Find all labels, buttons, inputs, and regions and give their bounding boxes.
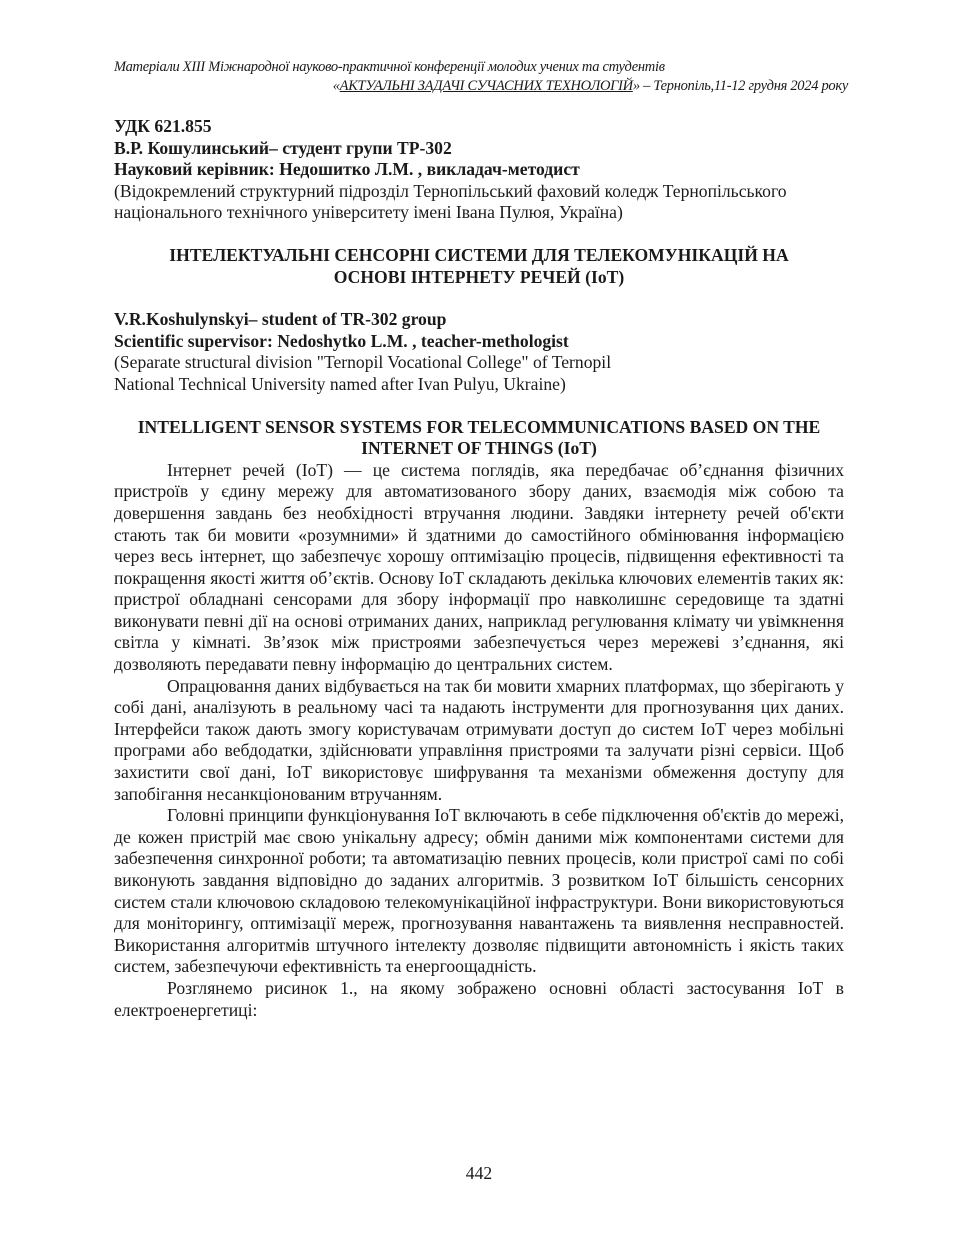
author-en: V.R.Koshulynskyi– student of TR-302 group [114,309,447,330]
article-body [114,116,844,1021]
author-ua: В.Р. Кошулинський– студент групи ТР-302 [114,137,452,158]
title-ua-line-2: ОСНОВІ ІНТЕРНЕТУ РЕЧЕЙ (IoT) [333,266,625,287]
spacer [114,288,844,309]
paragraph-3: Головні принципи функціонування IoT включають в себе підключення об'єктів до мережі, де кожен пристрій має свою унікальну адресу; обмін даними між компонентами системи для забезпечення синхронної роботи; та автоматизацію певних процесів, коли пристрої самі по собі виконують завдання відповідно до заданих алгоритмів. З розвитком IoT більшість сенсорних систем стали ключовою складовою телекомунікаційної інфраструктури. Вони використовуються для моніторингу, оптимізації мереж, прогнозування навантажень та виявлення несправностей. Використання алгоритмів штучного інтелекту дозволяє підвищити автономність і якість таких систем, забезпечуючи ефективність та енергоощадність. [114,805,844,977]
paragraph-2: Опрацювання даних відбувається на так би мовити хмарних платформах, що зберігають у собі дані, аналізують в реальному часі та надають інструменти для прогнозування цих даних. Інтерфейси також дають змогу користувачам отримувати доступ до систем IoT через мобільні програми або вебдодатки, здійснювати управління пристроями та залучати різні сервіси. Щоб захистити свої дані, IoT використовує шифрування та механізми обмеження доступу для запобігання несанкціонованим втручанням. [114,675,844,804]
affiliation-ua: (Відокремлений структурний підрозділ Тернопільський фаховий коледж Тернопільського національного технічного університету імені Івана Пулюя, Україна) [114,180,787,223]
title-en-line-2: INTERNET OF THINGS (IoT) [361,438,597,459]
affiliation-en-line-1: (Separate structural division "Ternopil Vocational College" of Ternopil [114,352,612,373]
header-date-place: » – Тернопіль,11-12 грудня 2024 року [632,78,848,94]
affiliation-en-line-2: National Technical University named after Ivan Pulyu, Ukraine) [114,373,566,394]
title-en-line-1: INTELLIGENT SENSOR SYSTEMS FOR TELECOMMUNICATIONS BASED ON THE [137,416,821,437]
header-quote-open: « [332,78,340,94]
header-conference-name: АКТУАЛЬНІ ЗАДАЧІ СУЧАСНИХ ТЕХНОЛОГІЙ [339,78,633,94]
supervisor-ua: Науковий керівник: Недошитко Л.М. , викладач-методист [114,159,580,180]
title-ua-line-1: ІНТЕЛЕКТУАЛЬНІ СЕНСОРНІ СИСТЕМИ ДЛЯ ТЕЛЕКОМУНІКАЦІЙ НА [169,244,789,265]
paragraph-1: Інтернет речей (IoT) — це система поглядів, яка передбачає об’єднання фізичних пристроїв у єдину мережу для автоматизованого збору даних, взаємодія між собою та довершення завдань без необхідності втручання людини. Завдяки інтернету речей об'єкти стають так би мовити «розумними» й здатними до самостійного обмінювання інформацією через весь інтернет, що забезпечує хорошу оптимізацію процесів, підвищення ефективності та покращення якості життя об’єктів. Основу IoT складають декілька ключових елементів таких як: пристрої обладнані сенсорами для збору інформації про навколишнє середовище та здатні виконувати певні дії на основі отриманих даних, наприклад регулювання клімату чи увімкнення світла у кімнаті. Зв’язок між пристроями забезпечується через мережеві з’єднання, які дозволяють передавати певну інформацію до центральних систем. [114,459,844,675]
page-number: 442 [465,1163,493,1183]
header-line-2 [114,77,848,96]
spacer [114,396,844,417]
conference-header [114,58,848,96]
paragraph-4: Розглянемо рисинок 1., на якому зображено основні області застосування IoT в електроенергетиці: [114,977,844,1020]
header-line-1: Матеріали XIII Міжнародної науково-практичної конференції молодих учених та студентів [114,59,665,75]
udk-code: УДК 621.855 [114,116,212,136]
supervisor-en: Scientific supervisor: Nedoshytko L.M. , teacher-methologist [114,330,569,351]
spacer [114,224,844,245]
